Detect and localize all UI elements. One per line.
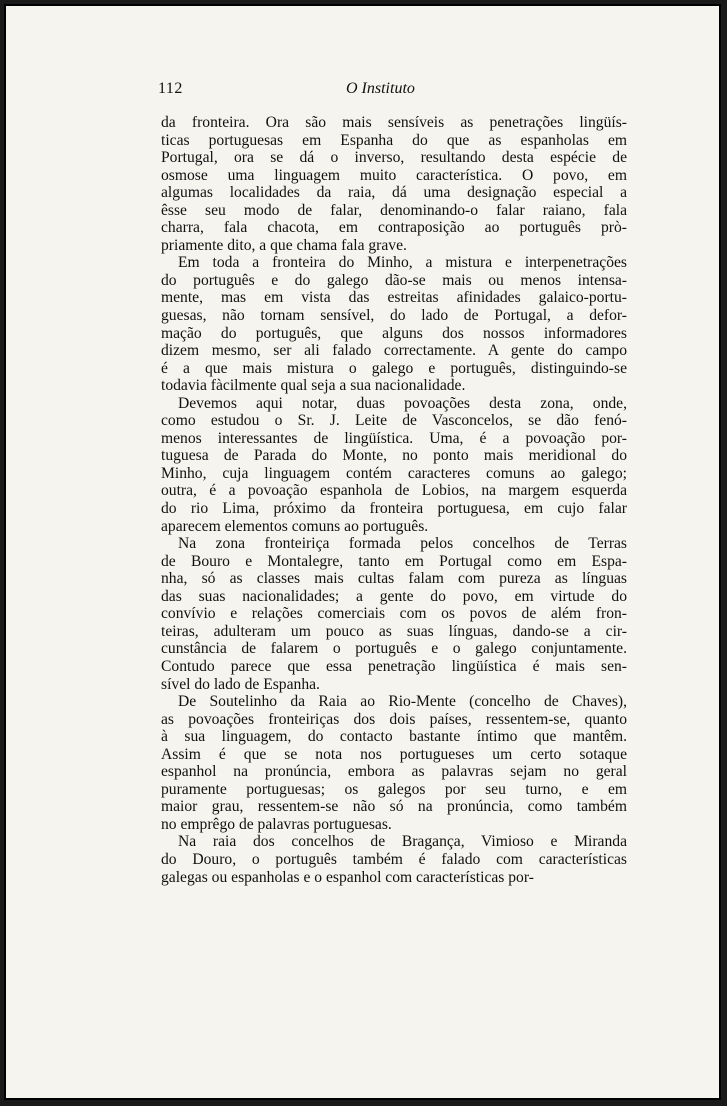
text-line: Na raia dos concelhos de Bragança, Vimioso e Miranda: [178, 833, 627, 851]
text-line: maior grau, ressentem-se não só na pronúncia, como também: [161, 798, 627, 816]
text-line: êsse seu modo de falar, denominando-o falar raiano, fala: [161, 201, 627, 219]
text-line: algumas localidades da raia, dá uma designação especial a: [161, 184, 627, 202]
text-line: como estudou o Sr. J. Leite de Vasconcelos, se dão fenó-: [161, 412, 627, 430]
text-line: é a que mais mistura o galego e português, distinguindo-se: [161, 359, 627, 377]
running-title: O Instituto: [346, 80, 415, 97]
text-line: espanhol na pronúncia, embora as palavras sejam no geral: [161, 763, 627, 781]
paragraph: [161, 254, 627, 394]
text-line: Em toda a fronteira do Minho, a mistura e interpenetrações: [178, 254, 627, 272]
text-line: de Bouro e Montalegre, tanto em Portugal como em Espa-: [161, 552, 627, 570]
text-line: à sua linguagem, do contacto bastante íntimo que mantêm.: [161, 728, 627, 746]
text-line: teiras, adulteram um pouco as suas línguas, dando-se a cir-: [161, 622, 627, 640]
paragraph: [161, 395, 627, 535]
page-number: 112: [158, 80, 183, 97]
text-line: outra, é a povoação espanhola de Lobios, na margem esquerda: [161, 482, 627, 500]
body-text: [161, 114, 627, 886]
scanned-page: [4, 4, 721, 1100]
text-line: Portugal, ora se dá o inverso, resultando desta espécie de: [161, 149, 627, 167]
text-line: Na zona fronteiriça formada pelos concelhos de Terras: [178, 535, 627, 553]
text-line: charra, fala chacota, em contraposição ao português prò-: [161, 219, 627, 237]
text-line: das suas nacionalidades; a gente do povo, em virtude do: [161, 587, 627, 605]
text-line: priamente dito, a que chama fala grave.: [161, 236, 407, 254]
text-line: todavia fàcilmente qual seja a sua nacionalidade.: [161, 377, 466, 395]
text-line: convívio e relações comerciais com os povos de além fron-: [161, 605, 627, 623]
text-line: osmose uma linguagem muito característica. O povo, em: [161, 166, 627, 184]
text-line: dizem mesmo, ser ali falado correctamente. A gente do campo: [161, 342, 627, 360]
text-line: no emprêgo de palavras portuguesas.: [161, 815, 392, 833]
text-line: do português e do galego dão-se mais ou menos intensa-: [161, 271, 627, 289]
text-line: mente, mas em vista das estreitas afinidades galaico-portu-: [161, 289, 627, 307]
text-line: nha, só as classes mais cultas falam com pureza as línguas: [161, 570, 627, 588]
paragraph: [161, 833, 627, 886]
text-line: De Soutelinho da Raia ao Rio-Mente (concelho de Chaves),: [178, 693, 627, 711]
paragraph: [161, 693, 627, 833]
page-header: [158, 80, 614, 102]
text-line: ticas portuguesas em Espanha do que as espanholas em: [161, 131, 627, 149]
text-line: cunstância de falarem o português e o galego conjuntamente.: [161, 640, 627, 658]
text-line: menos interessantes de lingüística. Uma, é a povoação por-: [161, 429, 627, 447]
paragraph: [161, 114, 627, 254]
text-line: tuguesa de Parada do Monte, no ponto mais meridional do: [161, 447, 627, 465]
text-line: Assim é que se nota nos portugueses um certo sotaque: [161, 745, 627, 763]
text-line: aparecem elementos comuns ao português.: [161, 517, 429, 535]
text-line: puramente portuguesas; os galegos por seu turno, e em: [161, 780, 627, 798]
text-line: as povoações fronteiriças dos dois países, ressentem-se, quanto: [161, 710, 627, 728]
text-line: galegas ou espanholas e o espanhol com características por-: [161, 868, 534, 886]
text-line: Devemos aqui notar, duas povoações desta zona, onde,: [178, 394, 627, 412]
text-line: Minho, cuja linguagem contém caracteres comuns ao galego;: [161, 464, 627, 482]
text-line: Contudo parece que essa penetração lingüística é mais sen-: [161, 657, 627, 675]
text-line: da fronteira. Ora são mais sensíveis as penetrações lingüís-: [161, 114, 627, 131]
text-line: do Douro, o português também é falado com características: [161, 850, 627, 868]
text-line: sível do lado de Espanha.: [161, 675, 320, 693]
text-line: do rio Lima, próximo da fronteira portuguesa, em cujo falar: [161, 500, 627, 518]
text-line: guesas, não tornam sensível, do lado de Portugal, a defor-: [161, 307, 627, 325]
paragraph: [161, 535, 627, 693]
text-line: mação do português, que alguns dos nossos informadores: [161, 324, 627, 342]
